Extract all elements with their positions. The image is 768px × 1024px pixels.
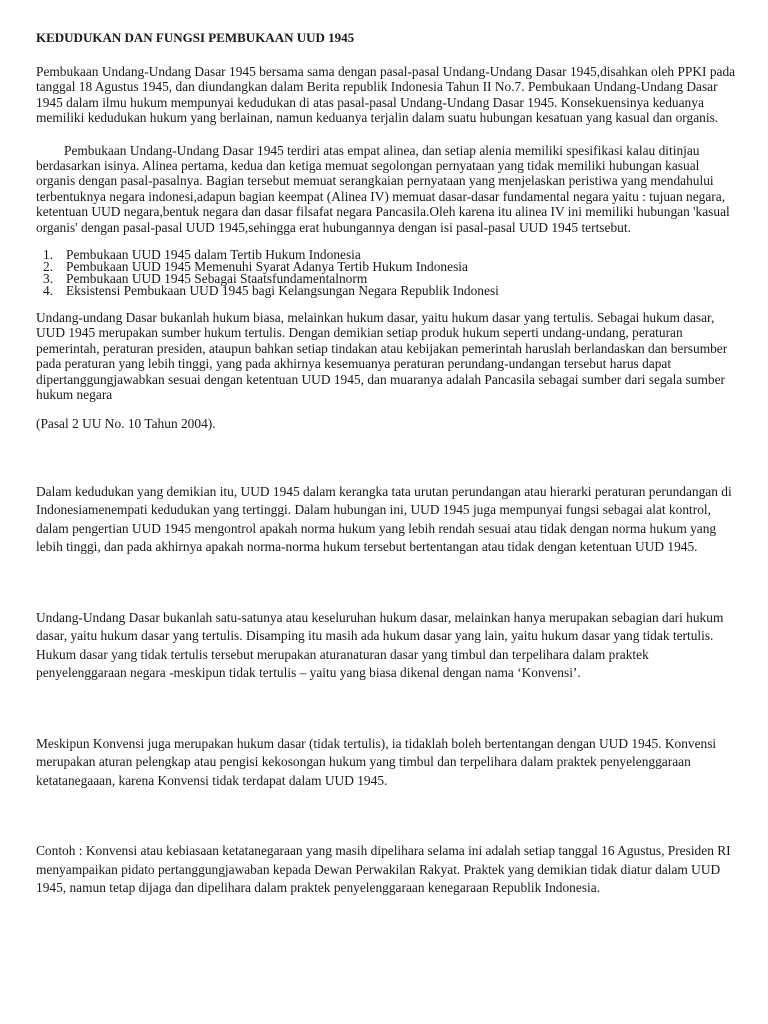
list-number: 4.	[43, 283, 54, 299]
document-title: KEDUDUKAN DAN FUNGSI PEMBUKAAN UUD 1945	[36, 30, 355, 45]
paragraph-2: Pembukaan Undang-Undang Dasar 1945 terdiri atas empat alinea, dan setiap alenia memiliki spesifikasi kalau ditinjau berdasarkan isinya. Alinea pertama, kedua dan ketiga memuat segolongan pernyataan yang tidak memiliki hubungan kasual organis dengan pasal-pasalnya. Bagian tersebut memuat serangkaian pernyataan yang menjelaskan peristiwa yang mendahului terbentuknya negara indonesi,adapun bagian keempat (Alinea IV) memuat dasar-dasar fundamental negara yaitu : tujuan negara, ketentuan UUD negara,bentuk negara dan dasar filsafat negara Pancasila.Oleh karena itu alinea IV ini memiliki hubungan 'kasual organis' dengan pasal-pasal UUD 1945,sehingga erat hubungannya dengan isi pasal-pasal UUD 1945 tertsebut.	[36, 142, 730, 235]
document-page	[36, 30, 736, 898]
citation: (Pasal 2 UU No. 10 Tahun 2004).	[36, 415, 216, 431]
list-number: 1.	[43, 247, 54, 263]
paragraph-6: Meskipun Konvensi juga merupakan hukum dasar (tidak tertulis), ia tidaklah boleh bertentangan dengan UUD 1945. Konvensi merupakan aturan pelengkap atau pengisi kekosongan hukum yang timbul dan terpelihara dalam praktek penyelenggaraan ketatanegaaan, karena Konvensi tidak terdapat dalam UUD 1945.	[36, 735, 717, 788]
list-item-text: Pembukaan UUD 1945 Memenuhi Syarat Adanya Tertib Hukum Indonesia	[66, 259, 468, 275]
list-item-text: Pembukaan UUD 1945 dalam Tertib Hukum Indonesia	[66, 247, 361, 263]
list-number: 2.	[43, 259, 54, 275]
paragraph-4: Dalam kedudukan yang demikian itu, UUD 1945 dalam kerangka tata urutan perundangan atau hierarki peraturan perundangan di Indonesiamenempati kedudukan yang tertinggi. Dalam hubungan ini, UUD 1945 juga mempunyai fungsi sebagai alat kontrol, dalam pengertian UUD 1945 mengontrol apakah norma hukum yang lebih rendah sesuai atau tidak dengan norma hukum yang lebih tinggi, dan pada akhirnya apakah norma-norma hukum tersebut bertentangan atau tidak dengan ketentuan UUD 1945.	[36, 483, 732, 555]
paragraph-3: Undang-undang Dasar bukanlah hukum biasa, melainkan hukum dasar, yaitu hukum dasar yang tertulis. Sebagai hukum dasar, UUD 1945 merupakan sumber hukum tertulis. Dengan demikian setiap produk hukum seperti undang-undang, peraturan pemerintah, peraturan presiden, ataupun bahkan setiap tindakan atau kebijakan pemerintah haruslah berlandaskan dan bersumber pada peraturan yang lebih tinggi, yang pada akhirnya kesemuanya peraturan perundang-undangan tersebut harus dapat dipertanggungjawabkan sesuai dengan ketentuan UUD 1945, dan muaranya adalah Pancasila sebagai sumber dari segala sumber hukum negara	[36, 310, 728, 403]
list-item-text: Eksistensi Pembukaan UUD 1945 bagi Kelangsungan Negara Republik Indonesi	[66, 283, 499, 299]
list-item	[36, 285, 736, 297]
paragraph-5: Undang-Undang Dasar bukanlah satu-satunya atau keseluruhan hukum dasar, melainkan hanya merupakan sebagian dari hukum dasar, yaitu hukum dasar yang tertulis. Disamping itu masih ada hukum dasar yang lain, yaitu hukum dasar yang tidak tertulis. Hukum dasar yang tidak tertulis tersebut merupakan aturanaturan dasar yang timbul dan terpelihara dalam praktek penyelenggaraan negara -meskipun tidak tertulis – yaitu yang biasa dikenal dengan nama ‘Konvensi’.	[36, 609, 724, 681]
paragraph-1: Pembukaan Undang-Undang Dasar 1945 bersama sama dengan pasal-pasal Undang-Undang Dasar 1945,disahkan oleh PPKI pada tanggal 18 Agustus 1945, dan diundangkan dalam Berita republik Indonesia Tahun II No.7. Pembukaan Undang-Undang Dasar 1945 dalam ilmu hukum mempunyai kedudukan di atas pasal-pasal Undang-Undang Dasar 1945. Konsekuensinya keduanya memiliki kedudukan hukum yang berlainan, namun keduanya terjalin dalam suatu hubungan kesatuan yang kasual dan organis.	[36, 64, 736, 126]
list-item-text: Pembukaan UUD 1945 Sebagai Staatsfundamentalnorm	[66, 271, 368, 287]
list-number: 3.	[43, 271, 54, 287]
paragraph-7: Contoh : Konvensi atau kebiasaan ketatanegaraan yang masih dipelihara selama ini adalah setiap tanggal 16 Agustus, Presiden RI menyampaikan pidato pertanggungjawaban kepada Dewan Perwakilan Rakyat. Praktek yang demikian tidak diatur dalam UUD 1945, namun tetap dijaga dan dipelihara dalam praktek penyelenggaraan kenegaraan Republik Indonesia.	[36, 843, 731, 896]
numbered-list	[36, 249, 736, 297]
